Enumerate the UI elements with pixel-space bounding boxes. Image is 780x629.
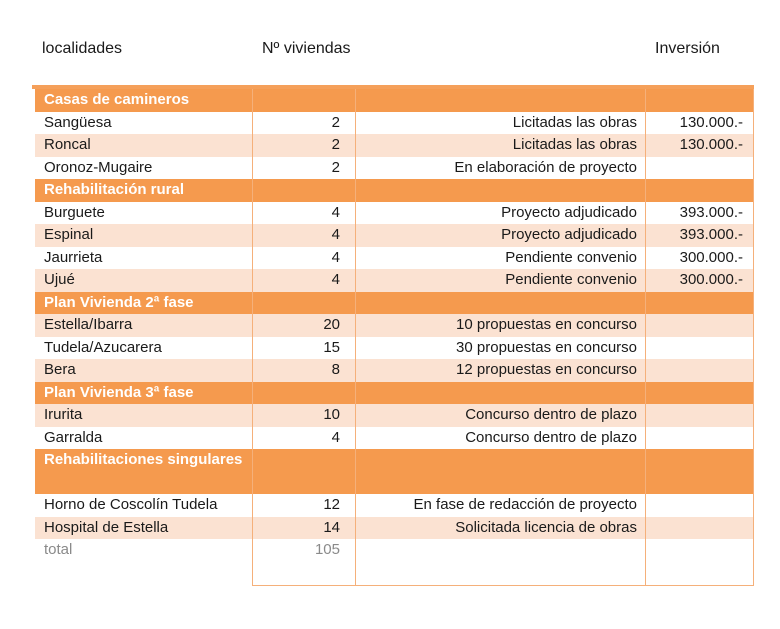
section-title: Plan Vivienda 3ª fase [44, 383, 194, 401]
table-row [35, 404, 754, 427]
cell-localidad: Ujué [44, 271, 75, 288]
cell-viviendas: 4 [331, 203, 340, 221]
table-row [35, 202, 754, 225]
total-label: total [44, 541, 73, 558]
section-title: Casas de camineros [44, 91, 190, 108]
table-row [35, 112, 754, 135]
cell-viviendas: 10 [323, 406, 340, 423]
section-header-row [35, 292, 754, 315]
total-row [35, 539, 754, 562]
cell-localidad: Tudela/Azucarera [44, 338, 162, 356]
cell-estado: Licitadas las obras [512, 136, 637, 153]
cell-inversion: 130.000.- [679, 136, 743, 153]
table-row [35, 517, 754, 540]
cell-viviendas: 2 [331, 113, 340, 131]
section-header-row [35, 449, 754, 494]
cell-estado: En fase de redacción de proyecto [413, 496, 637, 513]
cell-viviendas: 4 [331, 226, 340, 243]
cell-localidad: Estella/Ibarra [44, 316, 133, 333]
table-row [35, 314, 754, 337]
cell-estado: Concurso dentro de plazo [465, 428, 637, 446]
cell-viviendas: 20 [323, 316, 340, 333]
cell-localidad: Hospital de Estella [44, 518, 169, 536]
cell-inversion [647, 157, 743, 180]
section-header-row [35, 382, 754, 405]
cell-viviendas: 4 [331, 428, 340, 446]
cell-viviendas: 4 [331, 248, 340, 266]
cell-localidad: Horno de Coscolín Tudela [44, 496, 218, 513]
section-title: Rehabilitación rural [44, 181, 185, 198]
cell-viviendas: 2 [331, 158, 340, 176]
housing-table [35, 89, 754, 562]
cell-estado: Pendiente convenio [505, 248, 637, 266]
header-inversion: Inversión [655, 40, 720, 57]
column-divider [355, 89, 356, 586]
cell-inversion [647, 494, 743, 517]
cell-viviendas: 15 [323, 338, 340, 356]
cell-estado: Concurso dentro de plazo [465, 406, 637, 423]
total-viviendas: 105 [314, 541, 340, 558]
column-divider [753, 89, 754, 586]
cell-estado: 10 propuestas en concurso [456, 316, 637, 333]
section-header-row [35, 89, 754, 112]
cell-inversion [647, 404, 743, 427]
cell-localidad: Jaurrieta [44, 248, 103, 266]
table-row [35, 427, 754, 450]
cell-localidad: Sangüesa [44, 113, 112, 131]
cell-localidad: Oronoz-Mugaire [44, 158, 153, 176]
cell-estado: Licitadas las obras [512, 113, 637, 131]
cell-inversion: 130.000.- [679, 113, 743, 131]
table-row [35, 359, 754, 382]
table-row [35, 269, 754, 292]
header-num-viviendas: Nº viviendas [262, 40, 351, 57]
cell-inversion: 393.000.- [679, 226, 743, 243]
cell-viviendas: 4 [331, 271, 340, 288]
cell-localidad: Garralda [44, 428, 103, 446]
cell-viviendas: 12 [323, 496, 340, 513]
cell-inversion [647, 427, 743, 450]
cell-estado: Solicitada licencia de obras [455, 518, 637, 536]
cell-estado: 12 propuestas en concurso [456, 361, 637, 378]
table-bottom-border [252, 585, 754, 586]
cell-viviendas: 8 [331, 361, 340, 378]
cell-estado: En elaboración de proyecto [454, 158, 637, 176]
cell-viviendas: 14 [323, 518, 340, 536]
cell-inversion: 300.000.- [679, 248, 743, 266]
header-localidades: localidades [42, 40, 123, 57]
table-row [35, 224, 754, 247]
cell-localidad: Roncal [44, 136, 91, 153]
cell-estado: 30 propuestas en concurso [456, 338, 637, 356]
table-row [35, 494, 754, 517]
section-title: Rehabilitaciones singulares [44, 451, 243, 468]
cell-inversion [647, 337, 743, 360]
cell-inversion: 393.000.- [679, 203, 743, 221]
cell-inversion [647, 359, 743, 382]
column-divider [645, 89, 646, 586]
cell-inversion [647, 314, 743, 337]
table-row [35, 134, 754, 157]
cell-localidad: Irurita [44, 406, 83, 423]
table-row [35, 157, 754, 180]
cell-estado: Pendiente convenio [505, 271, 637, 288]
cell-inversion [647, 517, 743, 540]
section-title: Plan Vivienda 2ª fase [44, 293, 194, 311]
cell-localidad: Burguete [44, 203, 105, 221]
cell-viviendas: 2 [331, 136, 340, 153]
section-header-row [35, 179, 754, 202]
cell-estado: Proyecto adjudicado [501, 203, 637, 221]
column-divider [252, 89, 253, 586]
table-row [35, 247, 754, 270]
cell-localidad: Espinal [44, 226, 94, 243]
cell-estado: Proyecto adjudicado [501, 226, 637, 243]
cell-inversion: 300.000.- [679, 271, 743, 288]
table-row [35, 337, 754, 360]
cell-localidad: Bera [44, 361, 76, 378]
